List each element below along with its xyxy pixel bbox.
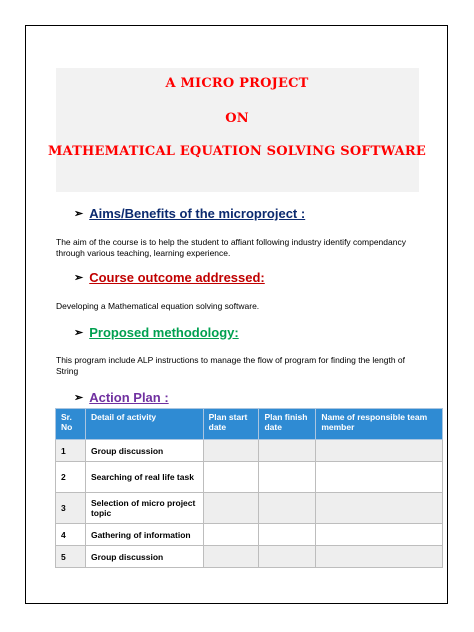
table-row bbox=[56, 546, 443, 568]
cell-member bbox=[316, 462, 443, 493]
cell-member bbox=[316, 524, 443, 546]
arrow-bullet-icon: ➢ bbox=[74, 208, 84, 220]
outcome-heading-text: Course outcome addressed: bbox=[89, 270, 265, 285]
cell-activity: Gathering of information bbox=[85, 524, 203, 546]
cell-sr: 1 bbox=[56, 440, 86, 462]
arrow-bullet-icon: ➢ bbox=[74, 392, 84, 404]
aims-heading bbox=[74, 206, 305, 221]
cell-start bbox=[203, 440, 259, 462]
title-line-1: A MICRO PROJECT bbox=[165, 76, 309, 91]
cell-start bbox=[203, 462, 259, 493]
table-header-row bbox=[56, 409, 443, 440]
aims-heading-text: Aims/Benefits of the microproject : bbox=[89, 206, 306, 221]
cell-activity: Searching of real life task bbox=[85, 462, 203, 493]
cell-sr: 4 bbox=[56, 524, 86, 546]
methodology-heading-text: Proposed methodology: bbox=[89, 325, 239, 340]
table-row bbox=[56, 524, 443, 546]
header-start-date: Plan start date bbox=[203, 409, 259, 440]
table-row bbox=[56, 462, 443, 493]
cell-start bbox=[203, 493, 259, 524]
table-row bbox=[56, 440, 443, 462]
outcome-heading bbox=[74, 270, 265, 285]
cell-activity: Group discussion bbox=[85, 546, 203, 568]
cell-sr: 5 bbox=[56, 546, 86, 568]
header-activity: Detail of activity bbox=[85, 409, 203, 440]
cell-sr: 2 bbox=[56, 462, 86, 493]
cell-activity: Group discussion bbox=[85, 440, 203, 462]
cell-sr: 3 bbox=[56, 493, 86, 524]
table-row bbox=[56, 493, 443, 524]
action-plan-table bbox=[55, 408, 443, 568]
cell-finish bbox=[259, 546, 316, 568]
cell-member bbox=[316, 440, 443, 462]
title-line-2: ON bbox=[225, 111, 249, 126]
methodology-paragraph: This program include ALP instructions to manage the flow of program for finding the length of String bbox=[56, 355, 406, 376]
header-finish-date: Plan finish date bbox=[259, 409, 316, 440]
cell-member bbox=[316, 493, 443, 524]
methodology-heading bbox=[74, 325, 239, 340]
header-responsible-member: Name of responsible team member bbox=[316, 409, 443, 440]
title-line-3: MATHEMATICAL EQUATION SOLVING SOFTWARE bbox=[47, 144, 427, 159]
cell-finish bbox=[259, 524, 316, 546]
aims-paragraph: The aim of the course is to help the student to affiant following industry identify compendancy through various teaching, learning experience. bbox=[56, 237, 406, 258]
cell-member bbox=[316, 546, 443, 568]
outcome-paragraph: Developing a Mathematical equation solving software. bbox=[56, 301, 260, 311]
action-plan-heading bbox=[74, 390, 169, 405]
cell-finish bbox=[259, 493, 316, 524]
action-plan-heading-text: Action Plan : bbox=[89, 390, 169, 405]
cell-finish bbox=[259, 440, 316, 462]
arrow-bullet-icon: ➢ bbox=[74, 327, 84, 339]
cell-start bbox=[203, 524, 259, 546]
arrow-bullet-icon: ➢ bbox=[74, 272, 84, 284]
cell-activity: Selection of micro project topic bbox=[85, 493, 203, 524]
cell-finish bbox=[259, 462, 316, 493]
cell-start bbox=[203, 546, 259, 568]
header-sr-no: Sr. No bbox=[56, 409, 86, 440]
